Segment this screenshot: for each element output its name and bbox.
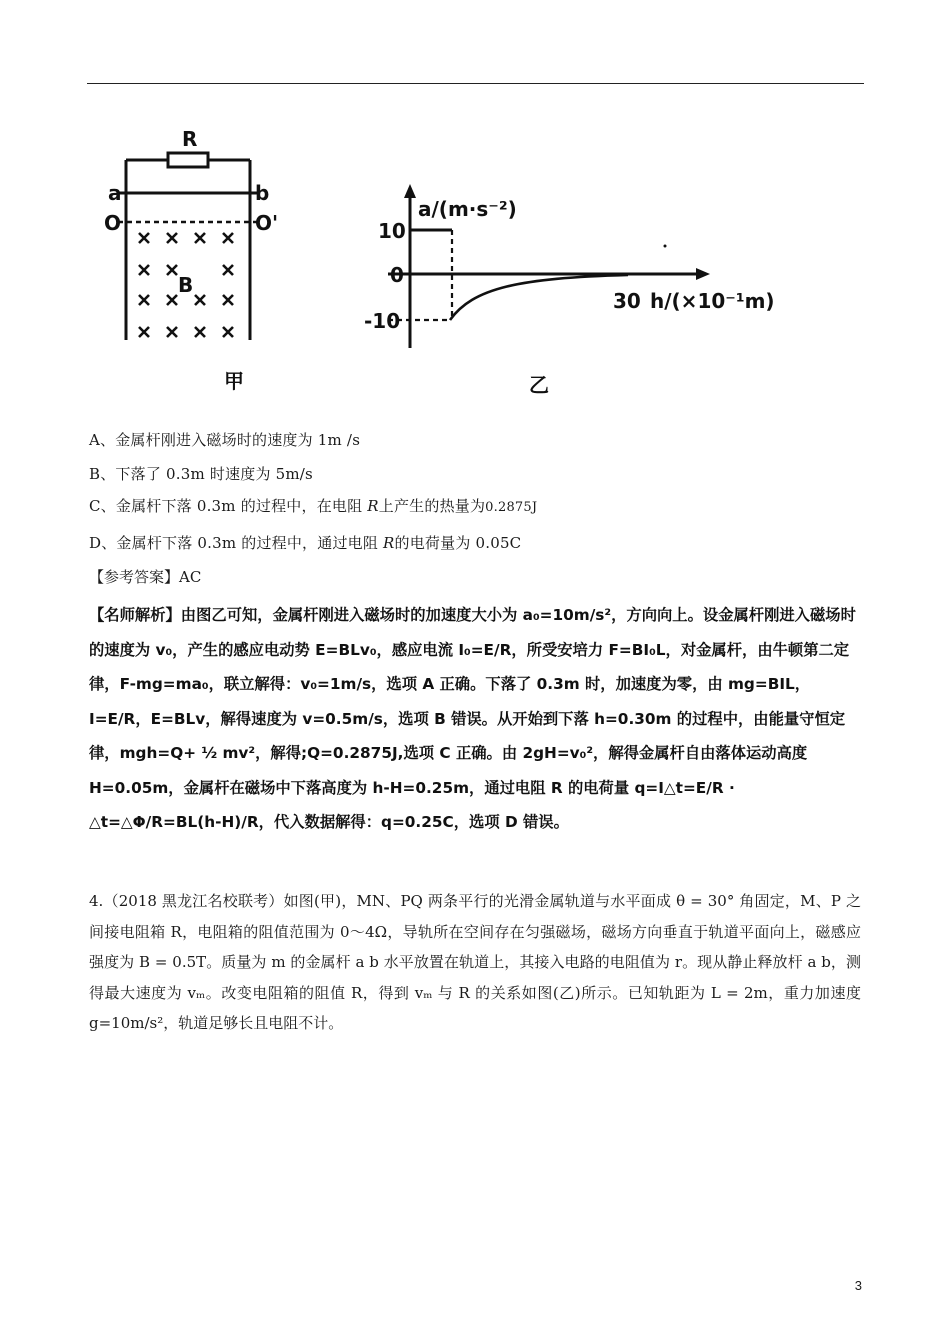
option-c-prefix: C、金属杆下落 0.3m 的过程中，在电阻 <box>89 497 368 515</box>
tick-30: 30 <box>613 289 641 313</box>
field-cross <box>167 233 177 243</box>
decay-curve <box>450 275 628 320</box>
label-b: b <box>255 181 270 205</box>
field-cross <box>139 265 149 275</box>
option-c-r: R <box>367 497 379 515</box>
tick-0: 0 <box>390 263 404 287</box>
caption-jia: 甲 <box>224 369 244 393</box>
option-d-suffix: 的电荷量为 0.05C <box>394 534 522 552</box>
analysis-body: 由图乙可知，金属杆刚进入磁场时的加速度大小为 a₀=10m/s²，方向向上。设金属杆刚进入磁场时的速度为 v₀，产生的感应电动势 E=BLv₀，感应电流 I₀=E/R，所受安培力 F=BI₀L，对金属杆，由牛顿第二定律，F-mg=ma₀，联立解得：v₀=1m/s，选项 A 正确。下落了 0.3m 时，加速度为零，由 mg=BIL，I=E/R，E=BLv，解得速度为 v=0.5m/s，选项 B 错误。从开始到下落 h=0.30m 的过程中，由能量守恒定律，mgh=Q+ ½ mv²，解得;Q=0.2875J,选项 C 正确。由 2gH=v₀²，解得金属杆自由落体运动高度 H=0.05m，金属杆在磁场中下落高度为 h-H=0.25m，通过电阻 R 的电荷量 q=I△t=E/R · △t=△Φ/R=BL(h-H)/R，代入数据解得：q=0.25C，选项 D 错误。 <box>89 606 856 831</box>
problem-4: 4.（2018 黑龙江名校联考）如图(甲)，MN、PQ 两条平行的光滑金属轨道与水平面成 θ = 30° 角固定，M、P 之间接电阻箱 R，电阻箱的阻值范围为 0～4Ω，导轨所在空间存在匀强磁场，磁场方向垂直于轨道平面向上，磁感应强度为 B = 0.5T。质量为 m 的金属杆 a b 水平放置在轨道上，其接入电路的电阻值为 r。现从静止释放杆 a b，测得最大速度为 vₘ。改变电阻箱的阻值 R，得到 vₘ 与 R 的关系如图(乙)所示。已知轨距为 L = 2m，重力加速度 g=10m/s²，轨道足够长且电阻不计。 <box>89 892 861 1032</box>
field-cross <box>139 295 149 305</box>
tick-10: 10 <box>378 219 406 243</box>
option-d-r: R <box>383 534 395 552</box>
analysis-heading: 【名师解析】 <box>89 606 181 624</box>
option-c-mid: 上产生的热量为 <box>378 497 486 515</box>
figure-left-circuit <box>118 153 258 340</box>
stray-dot <box>664 245 667 248</box>
label-B: B <box>178 273 194 297</box>
label-O: O <box>104 211 122 235</box>
option-d <box>89 532 521 553</box>
field-cross <box>223 233 233 243</box>
x-axis-arrow <box>696 268 710 280</box>
page-number: 3 <box>854 1278 862 1293</box>
field-cross <box>139 233 149 243</box>
caption-yi: 乙 <box>529 373 549 397</box>
option-b: B、下落了 0.3m 时速度为 5m/s <box>89 465 313 483</box>
analysis-block <box>89 598 859 840</box>
resistor-symbol <box>168 153 208 167</box>
reference-answer: 【参考答案】AC <box>89 568 202 586</box>
field-cross <box>223 295 233 305</box>
field-cross <box>195 233 205 243</box>
option-c-value: 0.2875J <box>485 500 538 515</box>
figure-area <box>88 120 808 410</box>
field-cross <box>195 295 205 305</box>
field-cross <box>167 295 177 305</box>
header-rule <box>87 83 864 84</box>
label-O-prime: O' <box>255 211 279 235</box>
tick-neg10: -10 <box>364 309 401 333</box>
field-cross <box>139 327 149 337</box>
field-cross <box>223 327 233 337</box>
y-axis-label: a/(m·s⁻²) <box>418 197 517 221</box>
field-cross <box>223 265 233 275</box>
option-d-prefix: D、金属杆下落 0.3m 的过程中，通过电阻 <box>89 534 384 552</box>
field-cross <box>167 327 177 337</box>
field-cross <box>195 327 205 337</box>
option-a: A、金属杆刚进入磁场时的速度为 1m /s <box>89 431 361 449</box>
option-c <box>89 495 537 516</box>
field-cross <box>167 265 177 275</box>
x-axis-label: h/(×10⁻¹m) <box>650 289 775 313</box>
label-R: R <box>182 127 198 151</box>
label-a: a <box>108 181 122 205</box>
y-axis-arrow <box>404 184 416 198</box>
